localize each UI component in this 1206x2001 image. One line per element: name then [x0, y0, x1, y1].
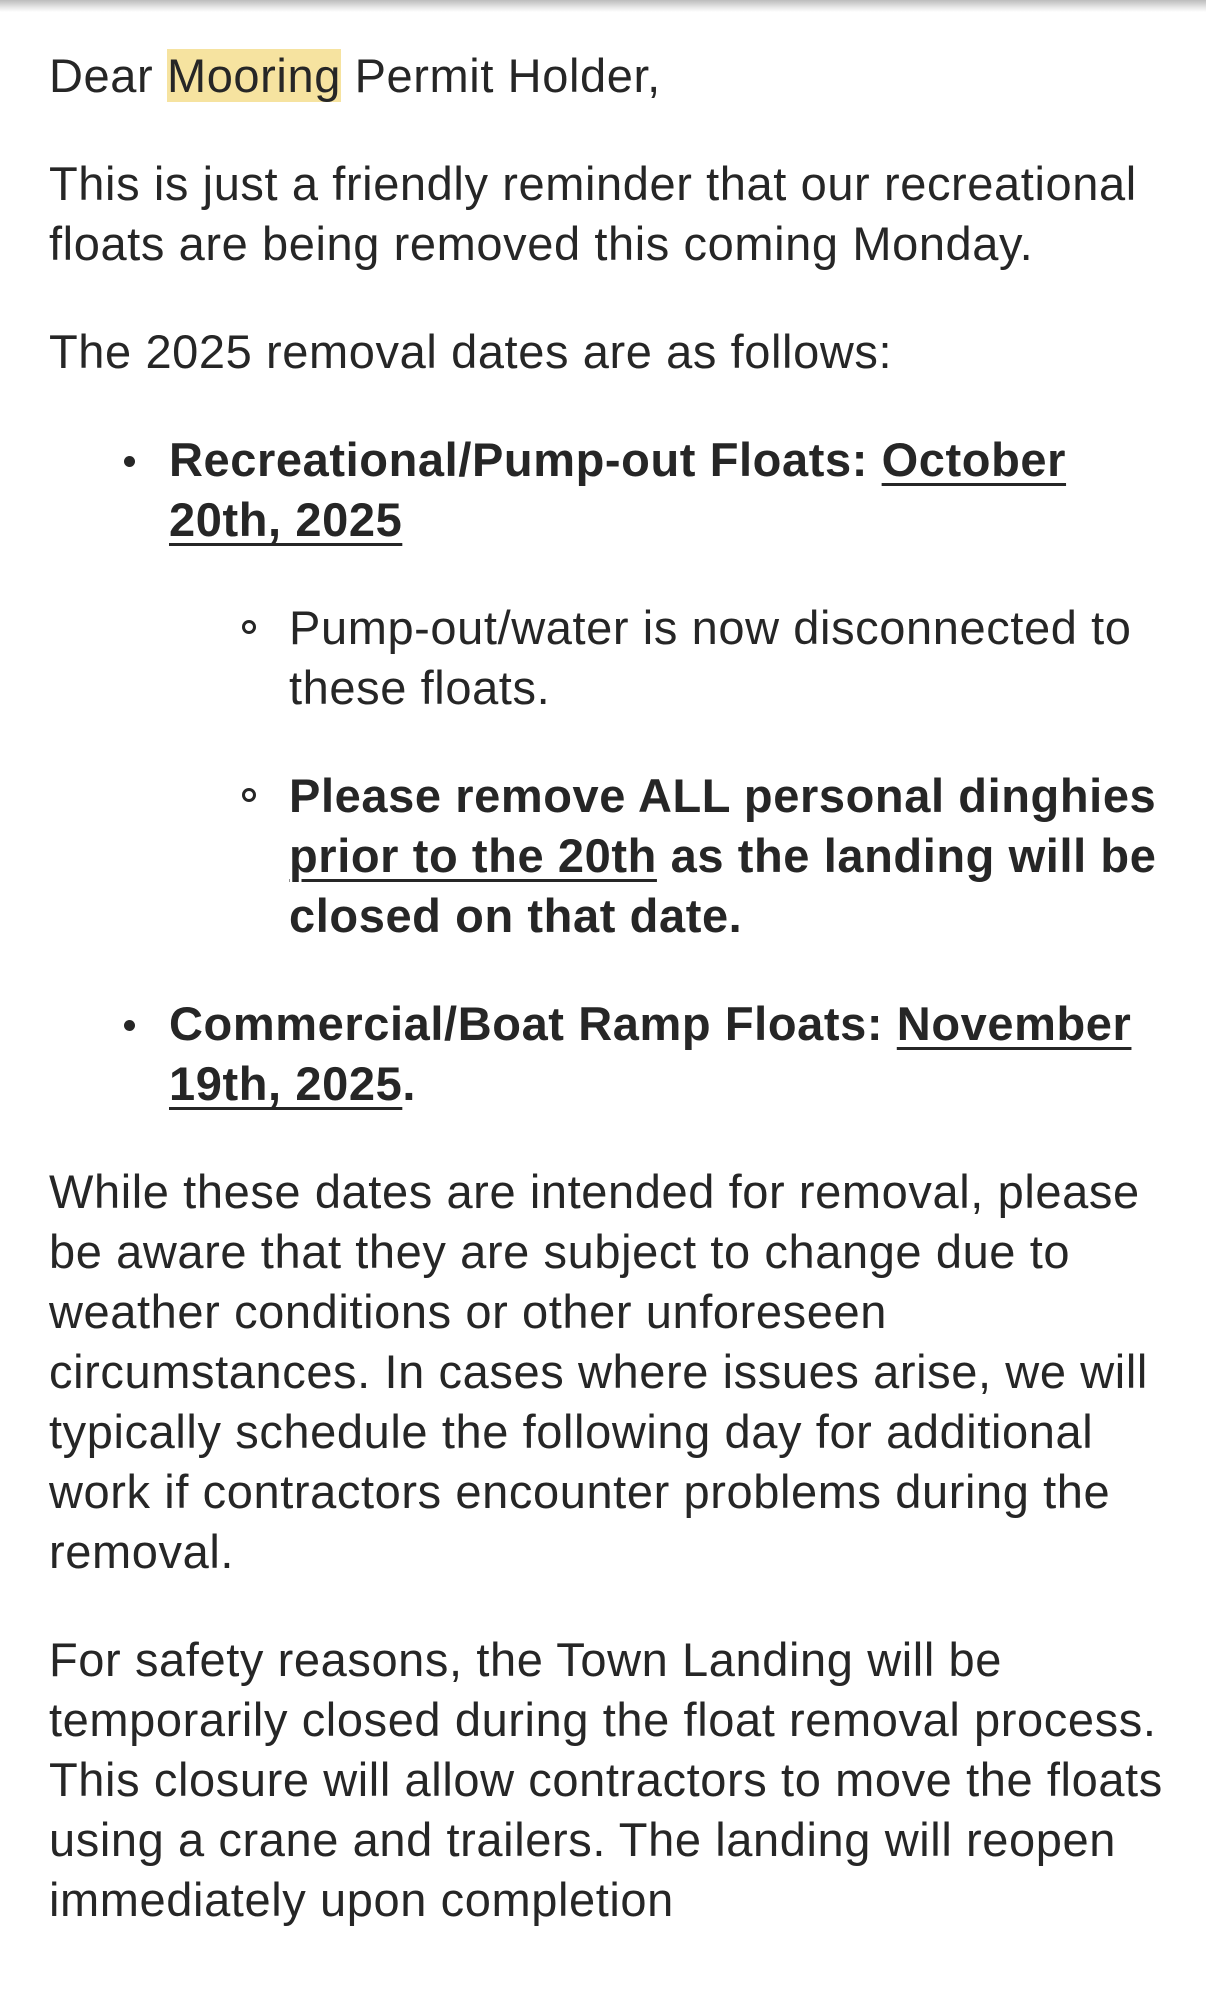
top-bar-shadow — [0, 0, 1206, 12]
bullet-disc-icon — [124, 456, 135, 467]
intro-paragraph: This is just a friendly reminder that our recreational floats are being removed this coming Monday. — [49, 157, 1137, 270]
subitem-pumpout-disconnected: Pump-out/water is now disconnected to these floats. — [289, 598, 1179, 718]
list-item-recreational-floats — [169, 430, 1179, 946]
greeting: Dear Mooring Permit Holder, — [49, 49, 661, 102]
weather-notice-paragraph: While these dates are intended for removal, please be aware that they are subject to change due to weather conditions or other unforeseen circumstances. In cases where issues arise, we will typically schedule the following day for additional work if contractors encounter problems during the removal. — [49, 1165, 1148, 1578]
item-date: October 20th, 2025 — [169, 433, 1067, 546]
safety-notice-paragraph: For safety reasons, the Town Landing will be temporarily closed during the float removal process. This closure will allow contractors to move the floats using a crane and trailers. The landing will reopen immediately upon completion — [49, 1633, 1163, 1926]
recreational-subitems — [169, 598, 1179, 946]
item-date: November 19th, 2025 — [169, 997, 1132, 1110]
underlined-deadline: prior to the 20th — [289, 829, 657, 882]
list-item-commercial-floats: Commercial/Boat Ramp Floats: November 19th, 2025. — [169, 994, 1179, 1114]
item-label: Recreational/Pump-out Floats: — [169, 433, 882, 486]
bullet-circle-icon — [242, 788, 256, 802]
subitem-remove-dinghies: Please remove ALL personal dinghies prior to the 20th as the landing will be closed on that date. — [289, 766, 1179, 946]
item-label: Commercial/Boat Ramp Floats: — [169, 997, 897, 1050]
email-body — [49, 46, 1179, 1978]
bullet-disc-icon — [124, 1020, 135, 1031]
removal-dates-list — [49, 430, 1179, 1114]
search-highlight: Mooring — [166, 49, 341, 102]
dates-intro: The 2025 removal dates are as follows: — [49, 325, 893, 378]
bullet-circle-icon — [242, 620, 256, 634]
